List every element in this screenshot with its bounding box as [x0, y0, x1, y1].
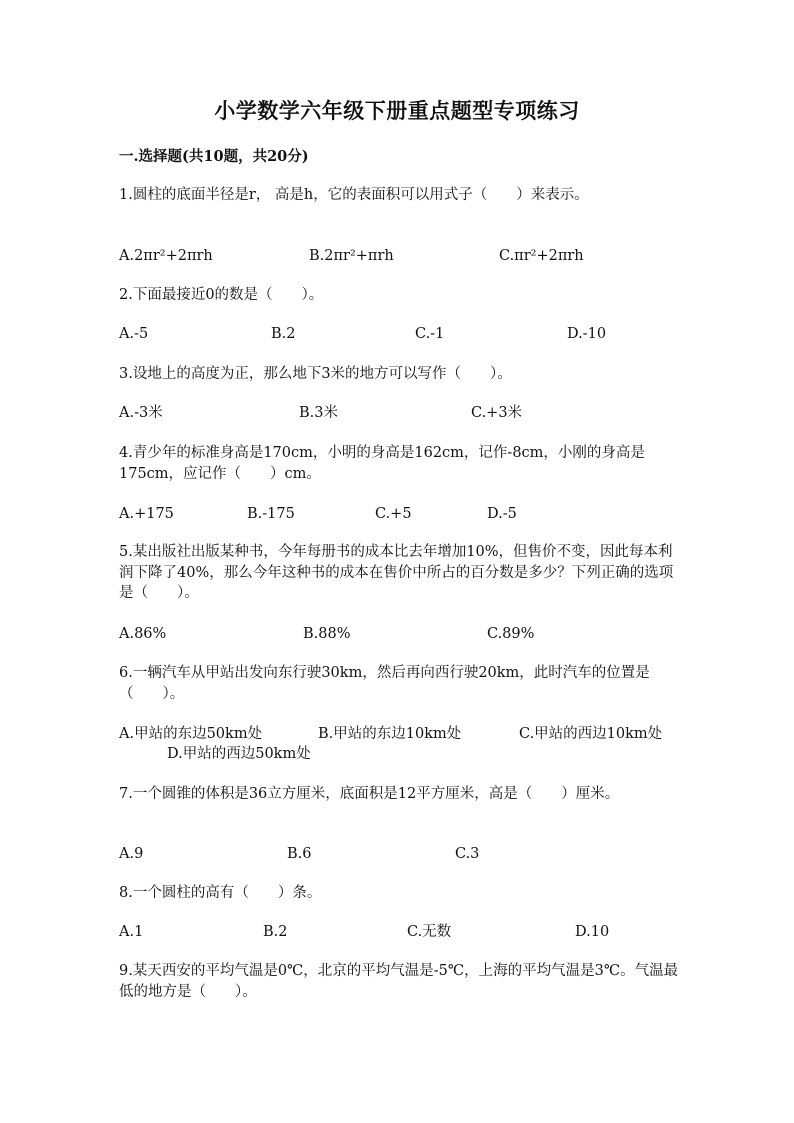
question-3: 3.设地上的高度为正，那么地下3米的地方可以写作（ ）。	[119, 366, 512, 382]
page-title: 小学数学六年级下册重点题型专项练习	[214, 98, 580, 123]
question-4-options	[119, 504, 679, 526]
question-6-option-b[interactable]: B.甲站的东边10km处	[318, 726, 462, 742]
question-8: 8.一个圆柱的高有（ ）条。	[119, 885, 322, 901]
question-4-option-d[interactable]: D.-5	[487, 506, 517, 522]
question-7-options	[119, 844, 679, 866]
section-heading: 一.选择题(共10题，共20分)	[119, 148, 309, 165]
question-5-option-b[interactable]: B.88%	[303, 626, 351, 642]
question-6-option-d[interactable]: D.甲站的西边50km处	[167, 746, 311, 762]
question-2-option-a[interactable]: A.-5	[119, 326, 149, 342]
question-8-options	[119, 922, 679, 944]
question-5-options	[119, 624, 679, 646]
question-5-option-c[interactable]: C.89%	[487, 626, 535, 642]
question-5-option-a[interactable]: A.86%	[119, 626, 167, 642]
question-2-options	[119, 324, 679, 346]
question-6-option-a[interactable]: A.甲站的东边50km处	[119, 726, 263, 742]
question-1-option-a[interactable]: A.2πr²+2πrh	[119, 248, 213, 264]
question-9: 9.某天西安的平均气温是0℃，北京的平均气温是-5℃，上海的平均气温是3℃。气温最低的地方是（ ）。	[119, 963, 679, 1000]
question-1-option-b[interactable]: B.2πr²+πrh	[309, 248, 394, 264]
question-2-option-d[interactable]: D.-10	[567, 326, 607, 342]
question-6-option-c[interactable]: C.甲站的西边10km处	[519, 726, 663, 742]
question-3-option-a[interactable]: A.-3米	[119, 405, 163, 421]
question-5: 5.某出版社出版某种书，今年每册书的成本比去年增加10%，但售价不变，因此每本利润下降了40%，那么今年这种书的成本在售价中所占的百分数是多少？下列正确的选项是（ ）。	[119, 544, 674, 601]
question-4-option-c[interactable]: C.+5	[375, 506, 412, 522]
question-8-option-c[interactable]: C.无数	[407, 924, 452, 940]
question-6: 6.一辆汽车从甲站出发向东行驶30km，然后再向西行驶20km，此时汽车的位置是（ ）。	[119, 665, 650, 702]
question-6-options-row-2	[119, 744, 679, 766]
question-2-option-c[interactable]: C.-1	[415, 326, 445, 342]
question-7-option-c[interactable]: C.3	[455, 846, 480, 862]
question-2-option-b[interactable]: B.2	[271, 326, 296, 342]
question-8-option-a[interactable]: A.1	[119, 924, 144, 940]
question-8-option-d[interactable]: D.10	[575, 924, 610, 940]
question-3-options	[119, 403, 679, 425]
question-1: 1.圆柱的底面半径是r， 高是h，它的表面积可以用式子（ ）来表示。	[119, 187, 589, 203]
question-7-option-b[interactable]: B.6	[287, 846, 312, 862]
question-4-option-a[interactable]: A.+175	[119, 506, 174, 522]
question-7: 7.一个圆锥的体积是36立方厘米，底面积是12平方厘米，高是（ ）厘米。	[119, 786, 620, 802]
question-3-option-c[interactable]: C.+3米	[471, 405, 523, 421]
question-8-option-b[interactable]: B.2	[263, 924, 288, 940]
question-4-option-b[interactable]: B.-175	[247, 506, 295, 522]
question-6-options-row-1	[119, 724, 679, 746]
question-1-option-c[interactable]: C.πr²+2πrh	[499, 248, 584, 264]
question-2: 2.下面最接近0的数是（ ）。	[119, 287, 324, 303]
question-7-option-a[interactable]: A.9	[119, 846, 144, 862]
question-4: 4.青少年的标准身高是170cm，小明的身高是162cm，记作-8cm，小刚的身高是175cm，应记作（ ）cm。	[119, 445, 645, 482]
question-1-options	[119, 246, 679, 268]
question-3-option-b[interactable]: B.3米	[299, 405, 338, 421]
